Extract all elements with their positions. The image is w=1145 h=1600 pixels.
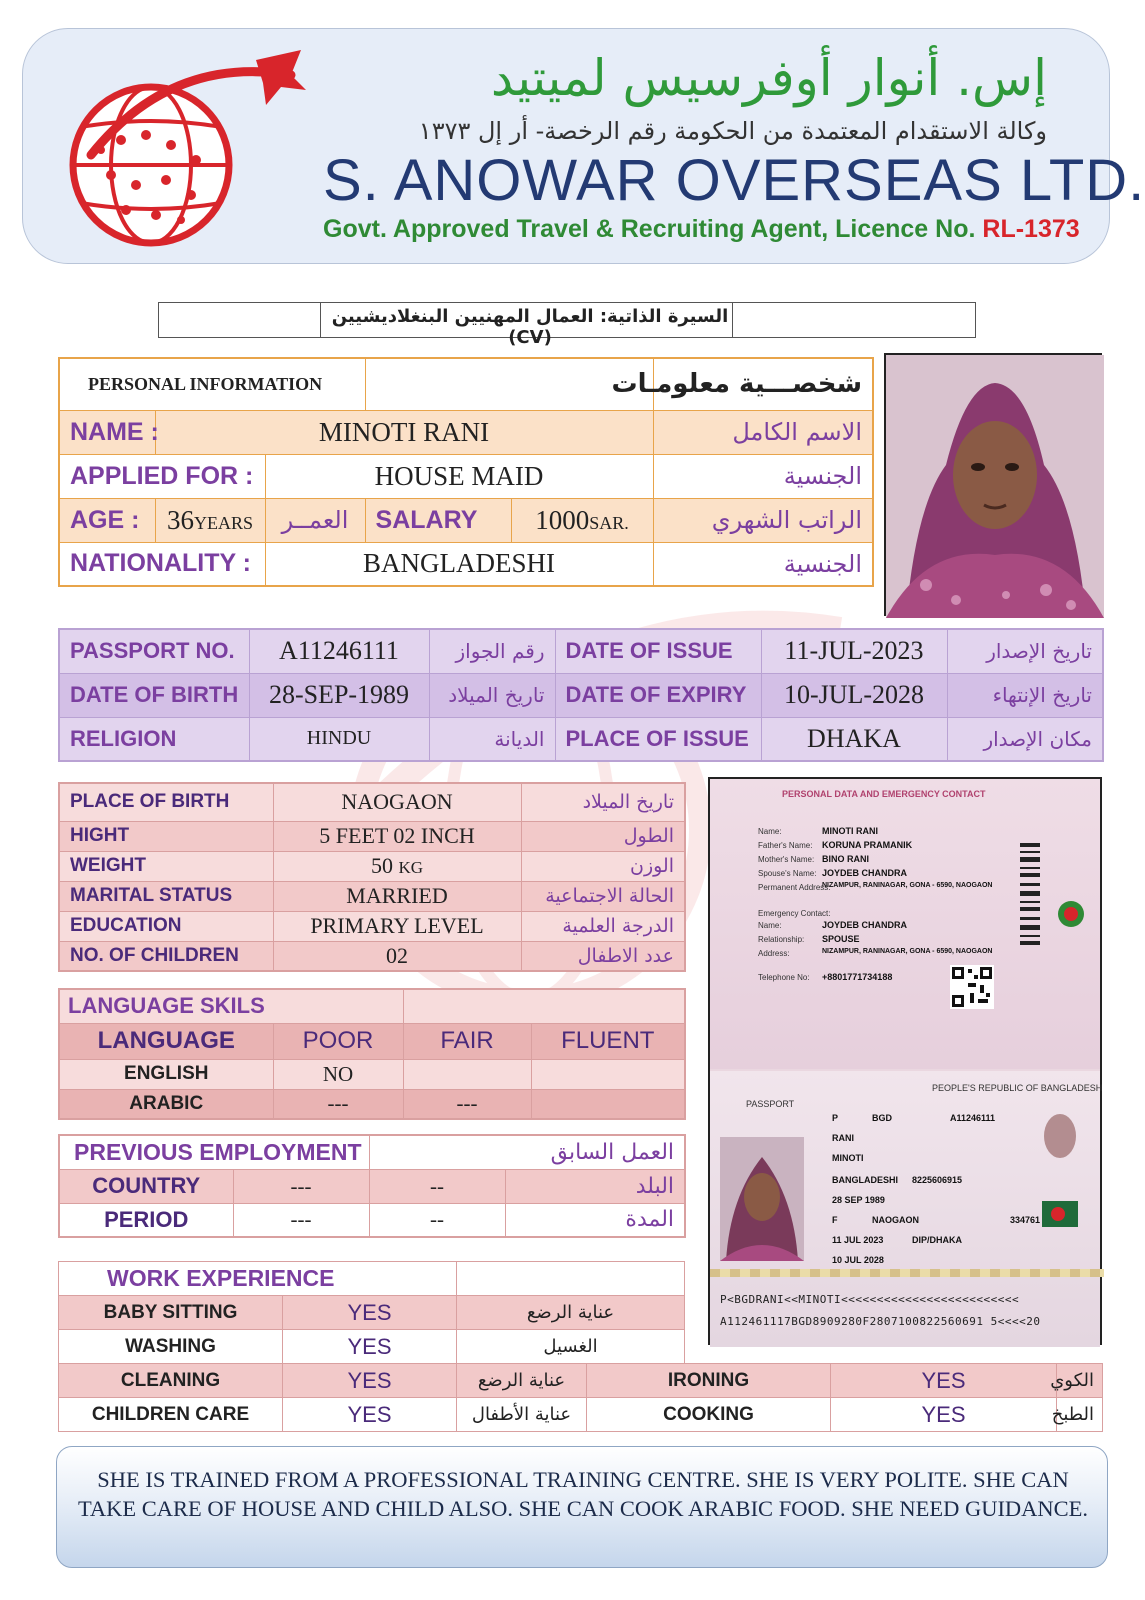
detail-value: [273, 851, 521, 881]
detail-label-arabic: الطول: [521, 821, 685, 851]
scan-field-value: MINOTI RANI: [822, 826, 878, 836]
scan-field-value: NIZAMPUR, RANINAGAR, GONA - 6590, NAOGAON: [822, 882, 993, 889]
scan-field-value: KORUNA PRAMANIK: [822, 840, 913, 850]
scan-field-label: Name:: [758, 921, 782, 930]
scan-code: BGD: [872, 1113, 892, 1123]
personal-info-title-arabic: شخصـــية معلومـات: [653, 358, 873, 410]
company-subtitle-arabic: وكالة الاستقدام المعتمدة من الحكومة رقم الرخصة- أر إل ١٣٧٣: [418, 117, 1047, 145]
qr-code-icon: [950, 965, 994, 1009]
age-label: AGE :: [59, 498, 155, 542]
salary-label-arabic: الراتب الشهري: [653, 498, 873, 542]
detail-label: NO. OF CHILDREN: [59, 941, 273, 971]
detail-row: [59, 851, 685, 881]
applied-label-arabic: الجنسية: [653, 454, 873, 498]
period-row: [59, 1203, 685, 1237]
detail-row: [59, 783, 685, 821]
dob-label: DATE OF BIRTH: [59, 673, 249, 717]
scan-field-value: JOYDEB CHANDRA: [822, 868, 908, 878]
salary-unit: SAR.: [589, 512, 629, 533]
applied-value: HOUSE MAID: [265, 454, 653, 498]
scan-field-label: Mother's Name:: [758, 855, 815, 864]
skill-name: WASHING: [59, 1330, 283, 1364]
tagline-text: Govt. Approved Travel & Recruiting Agent, Licence No.: [323, 215, 976, 243]
detail-value: 02: [273, 941, 521, 971]
summary-box: [56, 1446, 1108, 1568]
period-value-2: --: [369, 1203, 505, 1237]
applied-row: [59, 454, 873, 498]
detail-value: NAOGAON: [273, 783, 521, 821]
fair-header: FAIR: [403, 1023, 531, 1059]
language-poor: ---: [273, 1089, 403, 1119]
weight-unit: KG: [398, 858, 424, 877]
detail-label-arabic: الحالة الاجتماعية: [521, 881, 685, 911]
name-value: MINOTI RANI: [155, 410, 653, 454]
dob-arabic: تاريخ الميلاد: [429, 673, 555, 717]
personal-info-table: [58, 357, 874, 587]
scan-field-label: Telephone No:: [758, 973, 810, 982]
skill-name: IRONING: [587, 1364, 831, 1398]
skill-name: CHILDREN CARE: [59, 1398, 283, 1432]
scan-contact-title: Emergency Contact:: [758, 909, 831, 918]
language-fluent: [531, 1059, 685, 1089]
religion-arabic: الديانة: [429, 717, 555, 761]
scan-field-value: +8801771734188: [822, 972, 893, 982]
work-row: [59, 1364, 1103, 1398]
applied-label: APPLIED FOR :: [59, 454, 265, 498]
nationality-label-arabic: الجنسية: [653, 542, 873, 586]
language-name: ENGLISH: [59, 1059, 273, 1089]
detail-value: PRIMARY LEVEL: [273, 911, 521, 941]
scan-field-label: Name:: [758, 827, 782, 836]
country-value: ---: [233, 1169, 369, 1203]
language-fair: [403, 1059, 531, 1089]
scan-field-label: Spouse's Name:: [758, 869, 817, 878]
passport-row: [59, 629, 1103, 673]
age-value: [155, 498, 265, 542]
personal-info-title: PERSONAL INFORMATION: [59, 358, 365, 410]
detail-label-arabic: تاريخ الميلاد: [521, 783, 685, 821]
skill-value: YES: [283, 1330, 457, 1364]
flag-icon: [1040, 1181, 1080, 1231]
emergency-title: PERSONAL DATA AND EMERGENCY CONTACT: [782, 789, 986, 799]
period-label: PERIOD: [59, 1203, 233, 1237]
language-skills-table: [58, 988, 686, 1120]
expiry-date-arabic: تاريخ الإنتهاء: [947, 673, 1103, 717]
skill-arabic: الطبخ: [1057, 1398, 1103, 1432]
scan-field-value: BINO RANI: [822, 854, 869, 864]
scan-field-value: NIZAMPUR, RANINAGAR, GONA - 6590, NAOGAON: [822, 948, 993, 955]
scan-sex: F: [832, 1215, 838, 1225]
place-of-issue-arabic: مكان الإصدار: [947, 717, 1103, 761]
period-value: ---: [233, 1203, 369, 1237]
detail-label: MARITAL STATUS: [59, 881, 273, 911]
passport-no-label: PASSPORT NO.: [59, 629, 249, 673]
work-title: WORK EXPERIENCE: [59, 1262, 457, 1296]
issue-date-label: DATE OF ISSUE: [555, 629, 761, 673]
scan-passport-word: PASSPORT: [746, 1099, 795, 1109]
personal-info-header: [59, 358, 873, 410]
summary-text: SHE IS TRAINED FROM A PROFESSIONAL TRAINING CENTRE. SHE IS VERY POLITE. SHE CAN TAKE CARE OF HOUSE AND CHILD ALSO. SHE CAN COOK ARABIC FOOD. SHE NEED GUIDANCE.: [77, 1467, 1089, 1521]
skill-value: YES: [283, 1296, 457, 1330]
company-header: [22, 28, 1145, 264]
language-row: [59, 1089, 685, 1119]
scan-field-label: Permanent Address:: [758, 883, 831, 892]
portrait-image: [886, 355, 1104, 618]
scan-number: A11246111: [950, 1113, 996, 1123]
previous-employment-table: [58, 1134, 686, 1238]
detail-label-arabic: عدد الاطفال: [521, 941, 685, 971]
nationality-label: NATIONALITY :: [59, 542, 265, 586]
previous-title-arabic: العمل السابق: [369, 1135, 685, 1169]
detail-value: MARRIED: [273, 881, 521, 911]
name-label: NAME :: [59, 410, 155, 454]
cv-title: السيرة الذاتية: العمال المهنيين البنغلاديشيين (CV): [331, 306, 729, 348]
emblem-icon: [1056, 899, 1086, 929]
skill-value: YES: [283, 1398, 457, 1432]
skill-arabic: عناية الرضع: [457, 1296, 685, 1330]
company-name-arabic: إس. أنوار أوفرسيس لميتيد: [490, 49, 1047, 107]
passport-data-page: [710, 779, 1100, 1069]
mrz-line-2: A112461117BGD8909280F2807100822560691 5<<<<20: [720, 1315, 1041, 1328]
security-strip: [710, 1269, 1104, 1277]
nationality-row: [59, 542, 873, 586]
passport-no-arabic: رقم الجواز: [429, 629, 555, 673]
dob-value: 28-SEP-1989: [249, 673, 429, 717]
issue-date-value: 11-JUL-2023: [761, 629, 947, 673]
skill-name: CLEANING: [59, 1364, 283, 1398]
scan-country-line: PEOPLE'S REPUBLIC OF BANGLADESH: [932, 1083, 1103, 1093]
skill-value: YES: [831, 1364, 1057, 1398]
detail-row: [59, 881, 685, 911]
country-label-arabic: البلد: [505, 1169, 685, 1203]
place-of-issue-value: DHAKA: [761, 717, 947, 761]
scan-expiry: 10 JUL 2028: [832, 1255, 884, 1265]
scan-field-label: Address:: [758, 949, 790, 958]
scan-birthplace: NAOGAON: [872, 1215, 919, 1225]
scan-authority: DIP/DHAKA: [912, 1235, 963, 1245]
language-name: ARABIC: [59, 1089, 273, 1119]
detail-label: PLACE OF BIRTH: [59, 783, 273, 821]
passport-photo: [720, 1137, 804, 1261]
scan-field-label: Relationship:: [758, 935, 805, 944]
country-value-2: --: [369, 1169, 505, 1203]
skill-value: YES: [831, 1398, 1057, 1432]
barcode-icon: [1018, 843, 1048, 953]
language-title: LANGUAGE SKILS: [59, 989, 403, 1023]
place-of-issue-label: PLACE OF ISSUE: [555, 717, 761, 761]
detail-row: [59, 941, 685, 971]
skill-arabic: الكوي: [1057, 1364, 1103, 1398]
scan-prev-no: 334761: [1010, 1215, 1041, 1225]
scan-given-name: MINOTI: [832, 1153, 864, 1163]
passport-table: [58, 628, 1104, 762]
age-label-arabic: العمــر: [265, 498, 365, 542]
scan-personal-no: 8225606915: [912, 1175, 963, 1185]
country-label: COUNTRY: [59, 1169, 233, 1203]
globe-airplane-logo: [51, 45, 311, 255]
detail-value: 5 FEET 02 INCH: [273, 821, 521, 851]
detail-label: WEIGHT: [59, 851, 273, 881]
language-row: [59, 1059, 685, 1089]
previous-title-row: [59, 1135, 685, 1169]
dob-row: [59, 673, 1103, 717]
scan-surname: RANI: [832, 1133, 854, 1143]
religion-value: HINDU: [249, 717, 429, 761]
previous-title: PREVIOUS EMPLOYMENT: [59, 1135, 369, 1169]
scan-type: P: [832, 1113, 839, 1123]
passport-bio-page: [710, 1071, 1103, 1347]
expiry-date-label: DATE OF EXPIRY: [555, 673, 761, 717]
nationality-value: BANGLADESHI: [265, 542, 653, 586]
scan-field-value: JOYDEB CHANDRA: [822, 920, 908, 930]
language-header-row: [59, 1023, 685, 1059]
skill-arabic: عناية الأطفال: [457, 1398, 587, 1432]
fluent-header: FLUENT: [531, 1023, 685, 1059]
language-fair: ---: [403, 1089, 531, 1119]
detail-row: [59, 911, 685, 941]
age-number: 36: [166, 504, 194, 535]
language-poor: NO: [273, 1059, 403, 1089]
religion-row: [59, 717, 1103, 761]
scan-nationality: BANGLADESHI: [832, 1175, 899, 1185]
scan-field-value: SPOUSE: [822, 934, 860, 944]
skill-arabic: عناية الرضع: [457, 1364, 587, 1398]
religion-label: RELIGION: [59, 717, 249, 761]
salary-number: 1000: [535, 504, 590, 535]
name-label-arabic: الاسم الكامل: [653, 410, 873, 454]
skill-value: YES: [283, 1364, 457, 1398]
mrz-line-1: P<BGDRANI<<MINOTI<<<<<<<<<<<<<<<<<<<<<<<<<: [720, 1293, 1020, 1306]
skill-name: BABY SITTING: [59, 1296, 283, 1330]
scan-dob: 28 SEP 1989: [832, 1195, 885, 1205]
skill-name: COOKING: [587, 1398, 831, 1432]
age-salary-row: [59, 498, 873, 542]
issue-date-arabic: تاريخ الإصدار: [947, 629, 1103, 673]
skill-arabic: الغسيل: [457, 1330, 685, 1364]
detail-label-arabic: الوزن: [521, 851, 685, 881]
company-name-english: S. ANOWAR OVERSEAS LTD.: [323, 148, 1145, 213]
company-tagline: [323, 215, 1080, 244]
salary-label: SALARY: [365, 498, 511, 542]
work-row: [59, 1398, 1103, 1432]
personal-details-table: [58, 782, 686, 972]
detail-row: [59, 821, 685, 851]
detail-label: EDUCATION: [59, 911, 273, 941]
detail-label-arabic: الدرجة العلمية: [521, 911, 685, 941]
passport-scan: [708, 777, 1102, 1345]
language-header: LANGUAGE: [59, 1023, 273, 1059]
language-title-row: [59, 989, 685, 1023]
language-fluent: [531, 1089, 685, 1119]
scan-field-label: Father's Name:: [758, 841, 813, 850]
period-label-arabic: المدة: [505, 1203, 685, 1237]
candidate-photo: [884, 353, 1102, 616]
name-row: [59, 410, 873, 454]
weight-number: 50: [370, 853, 393, 878]
licence-number: RL-1373: [982, 215, 1080, 243]
scan-issue: 11 JUL 2023: [832, 1235, 884, 1245]
salary-value: [511, 498, 653, 542]
age-unit: YEARS: [193, 512, 253, 533]
passport-no-value: A11246111: [249, 629, 429, 673]
detail-label: HIGHT: [59, 821, 273, 851]
expiry-date-value: 10-JUL-2028: [761, 673, 947, 717]
poor-header: POOR: [273, 1023, 403, 1059]
ghost-photo-icon: [1040, 1111, 1080, 1161]
country-row: [59, 1169, 685, 1203]
